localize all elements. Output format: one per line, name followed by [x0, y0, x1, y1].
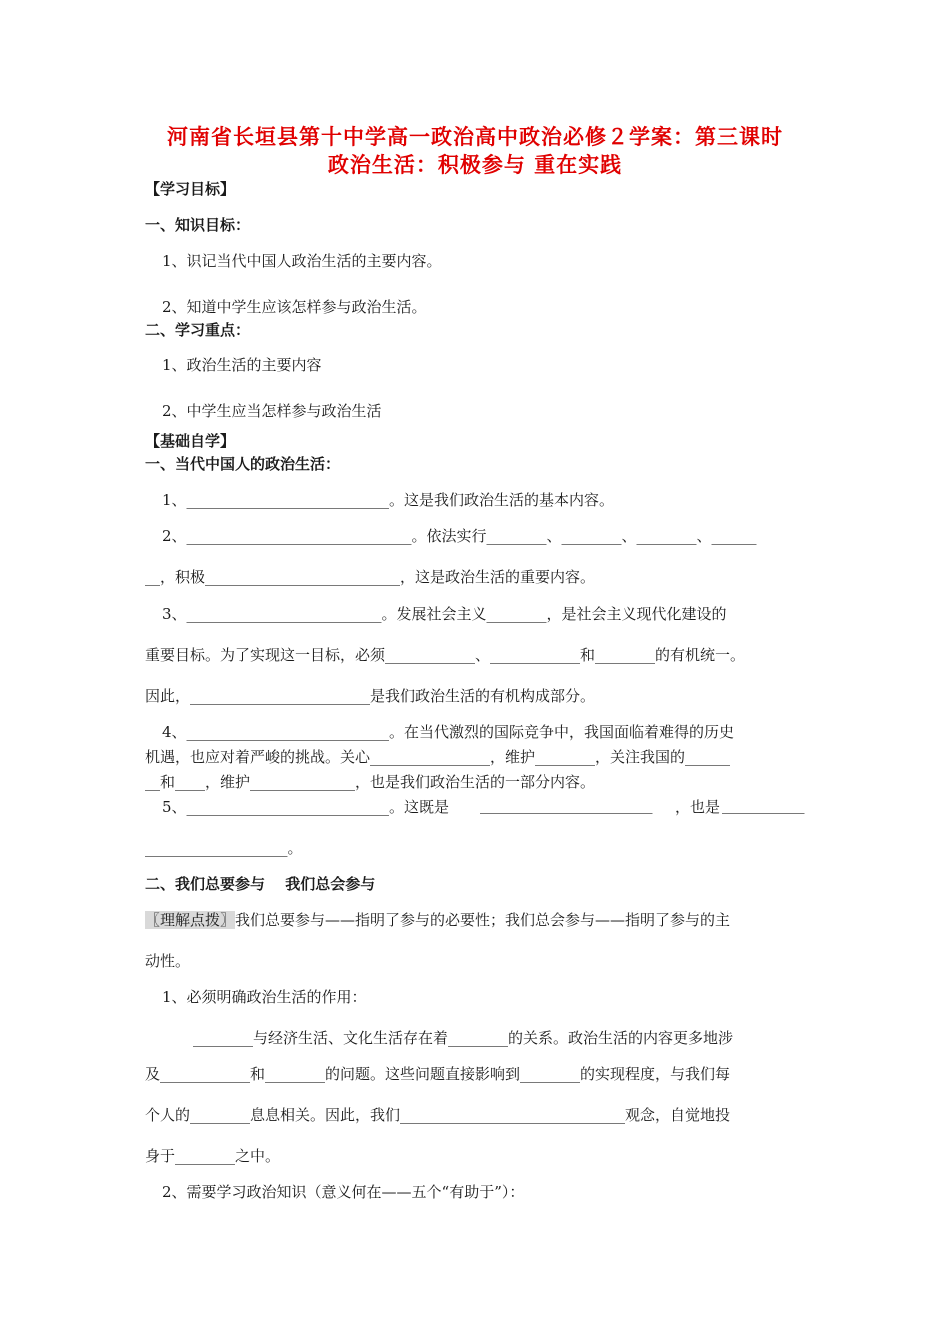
question-4-line-3: __和____，维护______________，也是我们政治生活的一部分内容。: [145, 773, 596, 791]
learning-goals-header: 【学习目标】: [145, 180, 236, 198]
point-1-header: 1、必须明确政治生活的作用：: [162, 988, 367, 1006]
tip-label: 〖理解点拨〗: [145, 911, 236, 929]
self-study-header: 【基础自学】: [145, 432, 236, 450]
question-1: 1、___________________________。这是我们政治生活的基本内容。: [162, 491, 615, 509]
point-1-line-3: 个人的________息息相关。因此，我们______________________________观念，自觉地投: [145, 1106, 731, 1124]
question-3-line-1: 3、__________________________。发展社会主义________，是社会主义现代化建设的: [162, 605, 727, 623]
knowledge-goal-2: 2、知道中学生应该怎样参与政治生活。: [162, 298, 427, 316]
question-5-line-1-end: ___________: [722, 796, 805, 814]
knowledge-goals-header: 一、知识目标：: [145, 216, 251, 234]
question-5-line-1-blank: _______________________: [480, 796, 653, 814]
knowledge-goal-1: 1、识记当代中国人政治生活的主要内容。: [162, 252, 442, 270]
document-title-line-1: 河南省长垣县第十中学高一政治高中政治必修２学案：第三课时: [167, 125, 783, 149]
question-3-line-3: 因此，________________________是我们政治生活的有机构成部分。: [145, 687, 596, 705]
point-1-line-4: 身于________之中。: [145, 1147, 281, 1165]
learning-focus-header: 二、学习重点：: [145, 321, 251, 339]
document-title-line-2: 政治生活：积极参与 重在实践: [327, 153, 623, 177]
question-2-line-2: __，积极__________________________，这是政治生活的重要内容。: [145, 568, 596, 586]
question-4-line-1: 4、___________________________。在当代激烈的国际竞争中，我国面临着难得的历史: [162, 723, 735, 741]
learning-focus-2: 2、中学生应当怎样参与政治生活: [162, 402, 382, 420]
question-5-line-2: ___________________。: [145, 839, 303, 857]
question-5-line-1-head: 5、___________________________。这既是: [162, 798, 450, 816]
question-5-line-1-tail: ，也是: [675, 798, 721, 816]
point-1-line-2: 及____________和________的问题。这些问题直接影响到________的实现程度，与我们每: [145, 1065, 731, 1083]
section-1-header: 一、当代中国人的政治生活：: [145, 455, 341, 473]
question-2-line-1: 2、______________________________。依法实行________、________、________、______: [162, 527, 757, 545]
question-3-line-2: 重要目标。为了实现这一目标，必须____________、____________和________的有机统一。: [145, 646, 746, 664]
tip-line-2: 动性。: [145, 952, 191, 970]
section-2-header: 二、我们总要参与 我们总会参与: [145, 875, 376, 893]
learning-focus-1: 1、政治生活的主要内容: [162, 356, 322, 374]
point-2-header: 2、需要学习政治知识（意义何在——五个“有助于”）：: [162, 1183, 525, 1201]
question-4-line-2: 机遇，也应对着严峻的挑战。关心________________，维护________，关注我国的______: [145, 748, 731, 766]
point-1-line-1: ________与经济生活、文化生活存在着________的关系。政治生活的内容更多地涉: [193, 1029, 734, 1047]
tip-text-1: 我们总要参与——指明了参与的必要性；我们总会参与——指明了参与的主: [235, 911, 731, 929]
tip-line-1: [145, 909, 730, 930]
